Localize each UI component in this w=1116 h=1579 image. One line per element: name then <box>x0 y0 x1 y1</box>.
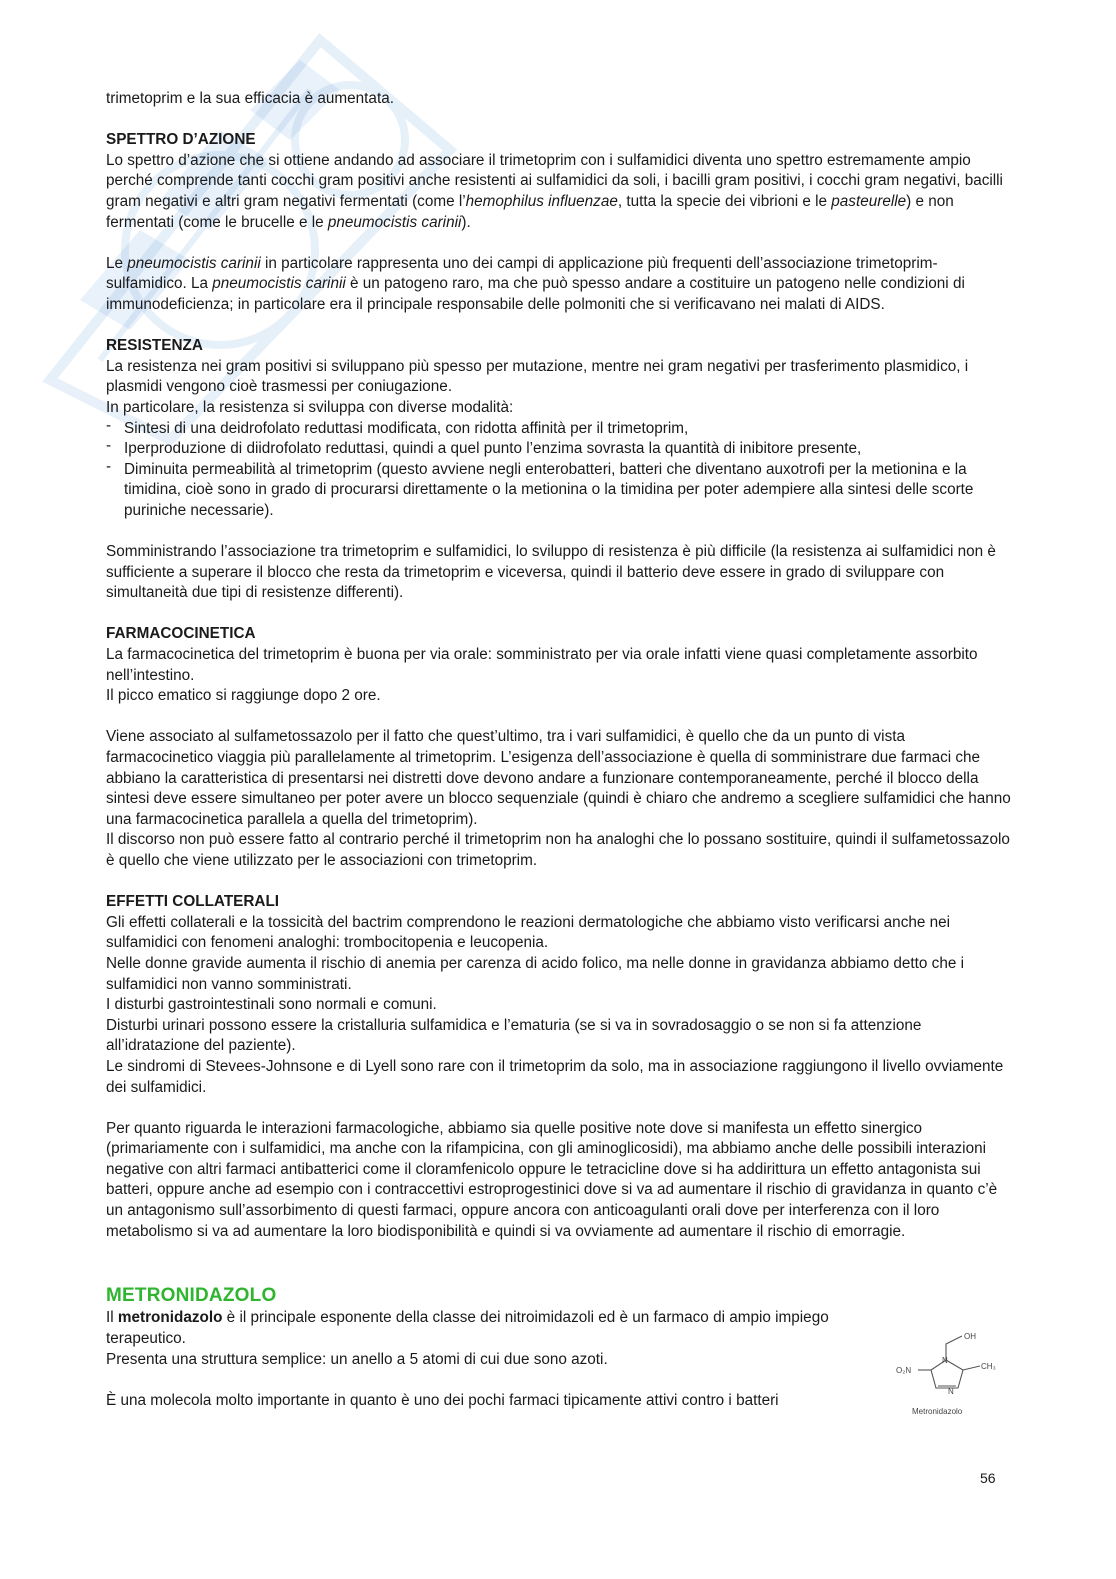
farmacocinetica-paragraph-4: Il discorso non può essere fatto al contrario perché il trimetoprim non ha analoghi che lo possano sostituire, quindi il sulfametossazolo è quello che viene utilizzato per le associazioni con trimetoprim. <box>106 831 1010 869</box>
resistenza-paragraph-1: La resistenza nei gram positivi si sviluppano più spesso per mutazione, mentre nei gram negativi per trasferimento plasmidico, i plasmidi vengono cioè trasmessi per coniugazione. <box>106 357 969 396</box>
atom-label-n2: N <box>948 1387 954 1396</box>
farmacocinetica-paragraph-1: La farmacocinetica del trimetoprim è buona per via orale: somministrato per via orale infatti viene quasi completamente assorbito nell’intestino. <box>106 646 978 684</box>
italic-term: pneumocistis carinii <box>327 213 462 231</box>
italic-term: hemophilus influenzae <box>465 192 618 210</box>
effetti-paragraph-2: Nelle donne gravide aumenta il rischio di anemia per carenza di acido folico, ma nelle donne in gravidanza abbiamo detto che i sulfamidici non vanno somministrati. <box>106 954 964 993</box>
section-heading-farmacocinetica: FARMACOCINETICA <box>106 625 256 643</box>
effetti-paragraph-1: Gli effetti collaterali e la tossicità del bactrim comprendono le reazioni dermatologiche che abbiamo visto verificarsi anche nei sulfamidici con fenomeni analoghi: trombocitopenia e leucopenia. <box>106 913 951 952</box>
list-item: - Sintesi di una deidrofolato reduttasi modificata, con ridotta affinità per il trimetoprim, <box>124 419 1011 440</box>
section-heading-resistenza: RESISTENZA <box>106 337 203 355</box>
farmacocinetica-paragraph-3: Viene associato al sulfametossazolo per il fatto che quest’ultimo, tra i vari sulfamidici, è quello che da un punto di vista farmacocinetico viaggia più parallelamente al trimetoprim. L’esigenza dell’associazione è quella di somministrare due farmaci che abbiano la caratteristica di presentarsi nei distretti dove devono andare a funzionare contemporaneamente, perché il blocco della sintesi deve essere simultaneo per poter avere un blocco sequenziale (quindi è chiaro che andremo a scegliere sulfamidici che hanno una farmacocinetica parallela a quella del trimetoprim). <box>106 728 1011 828</box>
italic-term: pneumocistis carinii <box>127 254 261 272</box>
text-run: Le <box>106 254 128 272</box>
effetti-paragraph-5: Le sindromi di Stevees-Johnsone e di Lyell sono rare con il trimetoprim da solo, ma in associazione raggiungono il livello ovviamente dei sulfamidici. <box>106 1057 1004 1096</box>
text-run: ). <box>461 213 471 231</box>
text-run: Il <box>106 1309 118 1327</box>
section-heading-spettro: SPETTRO D’AZIONE <box>106 131 256 149</box>
bold-term: metronidazolo <box>117 1309 223 1327</box>
spettro-paragraph-1 <box>106 151 1011 233</box>
resistenza-paragraph-3: Somministrando l’associazione tra trimetoprim e sulfamidici, lo sviluppo di resistenza è più difficile (la resistenza ai sulfamidici non è sufficiente a superare il blocco che resta da trimetoprim e viceversa, quindi il batterio deve essere in grado di sviluppare con simultaneità due tipi di resistenze differenti). <box>106 543 996 602</box>
page-number: 56 <box>980 1470 996 1486</box>
effetti-paragraph-3: I disturbi gastrointestinali sono normali e comuni. <box>106 996 437 1014</box>
atom-label-ch3: CH₃ <box>981 1362 996 1371</box>
intro-line: trimetoprim e la sua efficacia è aumentata. <box>106 90 394 107</box>
text-run: ) e non fermentati (come le brucelle e le <box>106 192 954 231</box>
section-heading-effetti: EFFETTI COLLATERALI <box>106 893 280 911</box>
effetti-paragraph-6: Per quanto riguarda le interazioni farmacologiche, abbiamo sia quelle positive note dove si manifesta un effetto sinergico (primariamente con i sulfamidici, ma anche con la rifampicina, con gli aminoglicosidi), ma abbiamo anche delle possibili interazioni negative con altri farmaci antibatterici come il cloramfenicolo oppure le tetracicline dove si ha addirittura un effetto antagonista sui batteri, oppure anche ad esempio con i contraccettivi estroprogestinici dove si va ad aumentare il rischio di gravidanza in quanto c’è un antagonismo sull’assorbimento di questi farmaci, oppure ancora con anticoagulanti orali dove per interferenza con il loro metabolismo si va ad aumentare la loro biodisponibilità e quindi si va ovviamente ad aumentare il rischio di emorragie. <box>106 1119 998 1240</box>
atom-label-n1: N <box>942 1356 948 1365</box>
page-content <box>106 89 1011 1411</box>
resistenza-list <box>106 419 1011 522</box>
metronidazolo-paragraph-3: È una molecola molto importante in quanto è uno dei pochi farmaci tipicamente attivi contro i batteri <box>106 1391 779 1409</box>
list-item: - Iperproduzione di diidrofolato reduttasi, quindi a quel punto l’enzima sovrasta la quantità di inibitore presente, <box>124 439 1011 460</box>
atom-label-no2: O₂N <box>896 1366 912 1375</box>
italic-term: pneumocistis carinii <box>212 275 346 293</box>
text-run: è il principale esponente della classe dei nitroimidazoli ed è un farmaco di ampio impiego terapeutico. <box>106 1309 829 1348</box>
text-run: è un patogeno raro, ma che può spesso andare a costituire un patogeno nelle condizioni di immunodeficienza; in particolare era il principale responsabile delle polmoniti che si verificavano nei malati di AIDS. <box>106 275 965 313</box>
resistenza-paragraph-2: In particolare, la resistenza si sviluppa con diverse modalità: <box>106 398 514 416</box>
atom-label-oh: OH <box>964 1332 976 1341</box>
effetti-paragraph-4: Disturbi urinari possono essere la cristalluria sulfamidica e l’ematuria (se si va in sovradosaggio o se non si fa attenzione all’idratazione del paziente). <box>106 1016 922 1055</box>
metronidazole-structure-figure <box>888 1330 1008 1420</box>
farmacocinetica-paragraph-2: Il picco ematico si raggiunge dopo 2 ore. <box>106 687 381 705</box>
list-item: - Diminuita permeabilità al trimetoprim (questo avviene negli enterobatteri, batteri che diventano auxotrofi per la metionina e la timidina, cioè sono in grado di procurarsi direttamente o la metionina o la timidina per poter adempiere alla sintesi delle scorte puriniche necessarie). <box>124 460 1011 522</box>
text-run: Lo spettro d’azione che si ottiene andando ad associare il trimetoprim con i sulfamidici diventa uno spettro estremamente ampio perché comprende tanti cocchi gram positivi anche resistenti ai sulfamidici da soli, i bacilli gram positivi, i cocchi gram negativi, bacilli gram negativi e altri gram negativi fermentati (come l’ <box>106 151 1003 210</box>
text-run: , tutta la specie dei vibrioni e le <box>617 192 832 210</box>
section-heading-metronidazolo: METRONIDAZOLO <box>106 1285 277 1307</box>
italic-term: pasteurelle <box>831 192 907 210</box>
spettro-paragraph-2 <box>106 254 1011 316</box>
figure-caption: Metronidazolo <box>912 1407 963 1416</box>
metronidazolo-paragraph-1 <box>106 1308 851 1349</box>
text-run: in particolare rappresenta uno dei campi di applicazione più frequenti dell’associazione trimetoprim-sulfamidico. La <box>106 254 938 293</box>
metronidazolo-paragraph-2: Presenta una struttura semplice: un anello a 5 atomi di cui due sono azoti. <box>106 1350 608 1368</box>
